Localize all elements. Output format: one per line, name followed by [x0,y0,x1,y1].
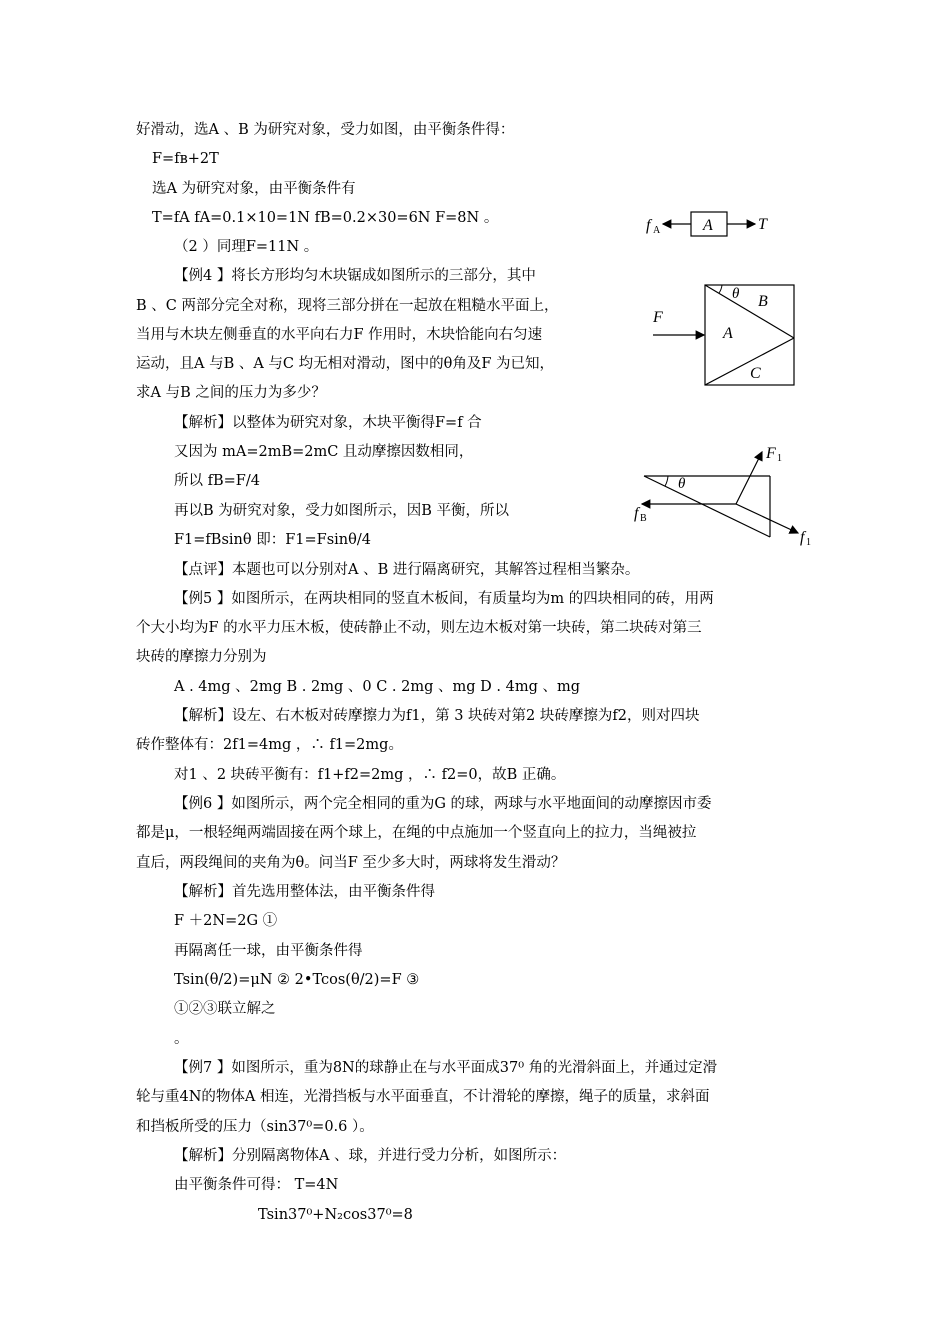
theta-arc [719,285,722,293]
f1-friction-arrow [736,504,798,533]
text-line-19: 块砖的摩擦力分别为 [136,649,267,665]
text-line-08: 当用与木块左侧垂直的水平向右力F 作用时，木块恰能向右匀速 [136,327,543,343]
f1-friction-label: f [800,529,805,546]
force-diagram-part-b [630,440,820,552]
block-a-label: A [703,217,713,234]
part-c-label: C [750,365,761,382]
text-line-33: 【例7 】如图所示，重为8N的球静止在与水平面成37⁰ 角的光滑斜面上，并通过定滑 [174,1060,718,1076]
fa-subscript: A [653,225,661,236]
f1-friction-subscript: 1 [806,537,811,548]
text-line-36: 【解析】分别隔离物体A 、球，并进行受力分析，如图所示： [174,1148,567,1164]
text-line-05: （2 ）同理F=11N 。 [174,239,319,255]
part-b-hypotenuse [644,476,770,537]
text-line-17: 【例5 】如图所示，在两块相同的竖直木板间，有质量均为m 的四块相同的砖，用两 [174,591,714,607]
text-line-03: 选A 为研究对象，由平衡条件有 [152,181,356,197]
text-line-06: 【例4 】将长方形均匀木块锯成如图所示的三部分，其中 [174,268,536,284]
text-line-21: 【解析】设左、右木板对砖摩擦力为f1，第 3 块砖对第2 块砖摩擦为f2，则对四块 [174,708,700,724]
text-line-23: 对1 、2 块砖平衡有：f1+f2=2mg ，∴ f2=0，故B 正确。 [174,767,566,783]
text-line-04: T=fA fA=0.1×10=1N fB=0.2×30=6N F=8N 。 [152,210,499,226]
text-line-01: 好滑动，选A 、B 为研究对象，受力如图，由平衡条件得： [136,122,515,138]
text-line-32: 。 [174,1031,189,1047]
text-line-15: F1=fBsinθ 即：F1=Fsinθ/4 [174,532,371,548]
text-line-20: A . 4mg 、2mg B . 2mg 、0 C . 2mg 、mg D . 4mg 、mg [174,679,580,695]
theta-label: θ [732,286,740,302]
text-line-22: 砖作整体有：2f1=4mg ，∴ f1=2mg。 [136,737,403,753]
text-line-09: 运动，且A 与B 、A 与C 均无相对滑动，图中的θ角及F 为已知， [136,356,555,372]
text-line-11: 【解析】以整体为研究对象，木块平衡得F=f 合 [174,415,482,431]
text-line-29: 再隔离任一球，由平衡条件得 [174,943,363,959]
part-b-label: B [758,293,768,310]
text-line-02: F=fʙ+2T [152,151,219,167]
fb-label: f [634,505,639,522]
text-line-07: B 、C 两部分完全对称，现将三部分拼在一起放在粗糙水平面上， [136,298,559,314]
f1-arrow [736,452,762,504]
f1-label: F [766,445,776,462]
text-line-27: 【解析】首先选用整体法，由平衡条件得 [174,884,435,900]
f1-subscript: 1 [777,453,782,464]
text-line-38: Tsin37⁰+N₂cos37⁰=8 [258,1207,413,1223]
text-line-24: 【例6 】如图所示，两个完全相同的重为G 的球，两球与水平地面间的动摩擦因市委 [174,796,712,812]
theta-label: θ [678,476,686,492]
text-line-14: 再以B 为研究对象，受力如图所示，因B 平衡，所以 [174,503,510,519]
text-line-13: 所以 fB=F/4 [174,473,260,489]
force-f-label: F [653,309,663,326]
part-a-label: A [723,325,733,342]
theta-arc [665,476,668,486]
text-line-26: 直后，两段绳间的夹角为θ。问当F 至少多大时，两球将发生滑动？ [136,855,566,871]
text-line-25: 都是μ，一根轻绳两端固接在两个球上，在绳的中点施加一个竖直向上的拉力，当绳被拉 [136,825,697,841]
fa-label: f [646,217,651,234]
fb-subscript: B [640,513,647,524]
t-label: T [758,216,767,233]
cut-line-upper [705,285,794,338]
text-line-30: Tsin(θ/2)=μN ② 2•Tcos(θ/2)=F ③ [174,972,420,988]
text-line-35: 和挡板所受的压力（sin37⁰=0.6 ）。 [136,1119,374,1135]
text-line-18: 个大小均为F 的水平力压木板，使砖静止不动，则左边木板对第一块砖，第二块砖对第三 [136,620,702,636]
force-diagram-block-a [640,205,780,245]
text-line-28: F ＋2N=2G ① [174,913,278,929]
text-line-37: 由平衡条件可得： T=4N [174,1177,339,1193]
text-line-31: ①②③联立解之 [174,1001,276,1017]
text-line-16: 【点评】本题也可以分别对A 、B 进行隔离研究，其解答过程相当繁杂。 [174,562,640,578]
text-line-34: 轮与重4N的物体A 相连，光滑挡板与水平面垂直，不计滑轮的摩擦，绳子的质量，求斜面 [136,1089,710,1105]
text-line-12: 又因为 mA=2mB=2mC 且动摩擦因数相同， [174,444,474,460]
text-line-10: 求A 与B 之间的压力为多少？ [136,385,326,401]
sawn-block-diagram [648,280,800,392]
